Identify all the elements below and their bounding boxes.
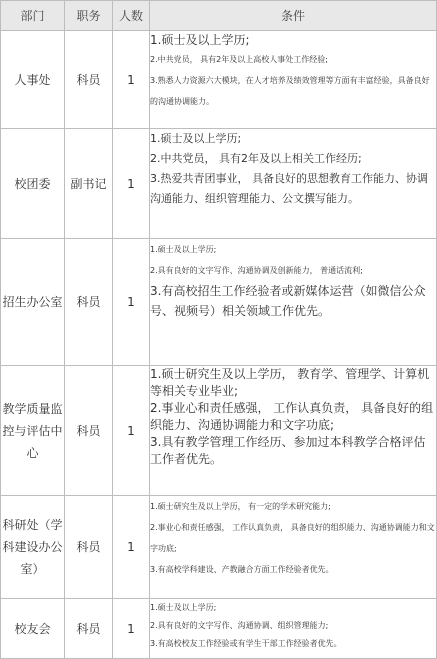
condition-line: 2.中共党员， 具有2年及以上高校人事处工作经验; xyxy=(150,55,328,64)
conditions-cell xyxy=(150,129,437,239)
condition-line: 1.硕士及以上学历; xyxy=(150,33,250,47)
conditions-cell xyxy=(150,366,437,496)
dept-cell: 校友会 xyxy=(1,599,65,659)
condition-line: 1.硕士及以上学历; xyxy=(150,603,217,612)
count-cell: 1 xyxy=(113,129,150,239)
header-post: 职务 xyxy=(65,1,113,31)
dept-cell: 招生办公室 xyxy=(1,239,65,366)
header-dept: 部门 xyxy=(1,1,65,31)
condition-line: 3.有高校校友工作经验或有学生干部工作经验者优先。 xyxy=(150,639,342,648)
post-cell: 科员 xyxy=(65,366,113,496)
condition-line: 3.熟悉人力资源六大模块，在人才培养及绩效管理等方面有丰富经验，具备良好的沟通协调能力。 xyxy=(150,76,430,106)
condition-line: 2.事业心和责任感强， 工作认真负责， 具备良好的组织能力、沟通协调能力和文字功底; xyxy=(150,523,435,553)
condition-line: 3.有高校学科建设、产教融合方面工作经验者优先。 xyxy=(150,565,334,574)
header-conditions: 条件 xyxy=(150,1,437,31)
condition-line: 2.具有良好的文字写作、沟通协调及创新能力， 普通话流利; xyxy=(150,266,363,275)
post-cell: 科员 xyxy=(65,496,113,599)
count-cell: 1 xyxy=(113,599,150,659)
count-cell: 1 xyxy=(113,239,150,366)
condition-line: 2.事业心和责任感强， 工作认真负责， 具备良好的组织能力、沟通协调能力和文字功底; xyxy=(150,401,434,432)
count-cell: 1 xyxy=(113,31,150,129)
table-row xyxy=(1,239,437,366)
table-row xyxy=(1,599,437,659)
conditions-cell xyxy=(150,496,437,599)
dept-cell: 科研处（学科建设办公室） xyxy=(1,496,65,599)
header-row xyxy=(1,1,437,31)
table-row xyxy=(1,129,437,239)
condition-line: 1.硕士及以上学历; xyxy=(150,245,217,254)
table-row xyxy=(1,496,437,599)
condition-line: 1.硕士研究生及以上学历， 教育学、管理学、计算机等相关专业毕业; xyxy=(150,367,430,398)
conditions-cell xyxy=(150,239,437,366)
header-count: 人数 xyxy=(113,1,150,31)
dept-cell: 教学质量监控与评估中心 xyxy=(1,366,65,496)
post-cell: 科员 xyxy=(65,31,113,129)
condition-line: 1.硕士研究生及以上学历， 有一定的学术研究能力; xyxy=(150,502,331,511)
dept-cell: 人事处 xyxy=(1,31,65,129)
count-cell: 1 xyxy=(113,496,150,599)
conditions-cell xyxy=(150,31,437,129)
count-cell: 1 xyxy=(113,366,150,496)
condition-line: 1.硕士及以上学历; xyxy=(150,132,242,145)
post-cell: 科员 xyxy=(65,599,113,659)
post-cell: 科员 xyxy=(65,239,113,366)
condition-line: 2.具有良好的文字写作、沟通协调、组织管理能力; xyxy=(150,621,329,630)
dept-cell: 校团委 xyxy=(1,129,65,239)
table-row xyxy=(1,366,437,496)
condition-line: 3.有高校招生工作经验者或新媒体运营（如微信公众号、视频号）相关领域工作优先。 xyxy=(150,284,426,318)
condition-line: 3.热爱共青团事业， 具备良好的思想教育工作能力、协调沟通能力、组织管理能力、公文撰写能力。 xyxy=(150,172,428,205)
condition-line: 2.中共党员， 具有2年及以上相关工作经历; xyxy=(150,152,362,165)
conditions-cell xyxy=(150,599,437,659)
post-cell: 副书记 xyxy=(65,129,113,239)
table-row xyxy=(1,31,437,129)
condition-line: 3.具有教学管理工作经历、参加过本科教学合格评估工作者优先。 xyxy=(150,435,426,466)
